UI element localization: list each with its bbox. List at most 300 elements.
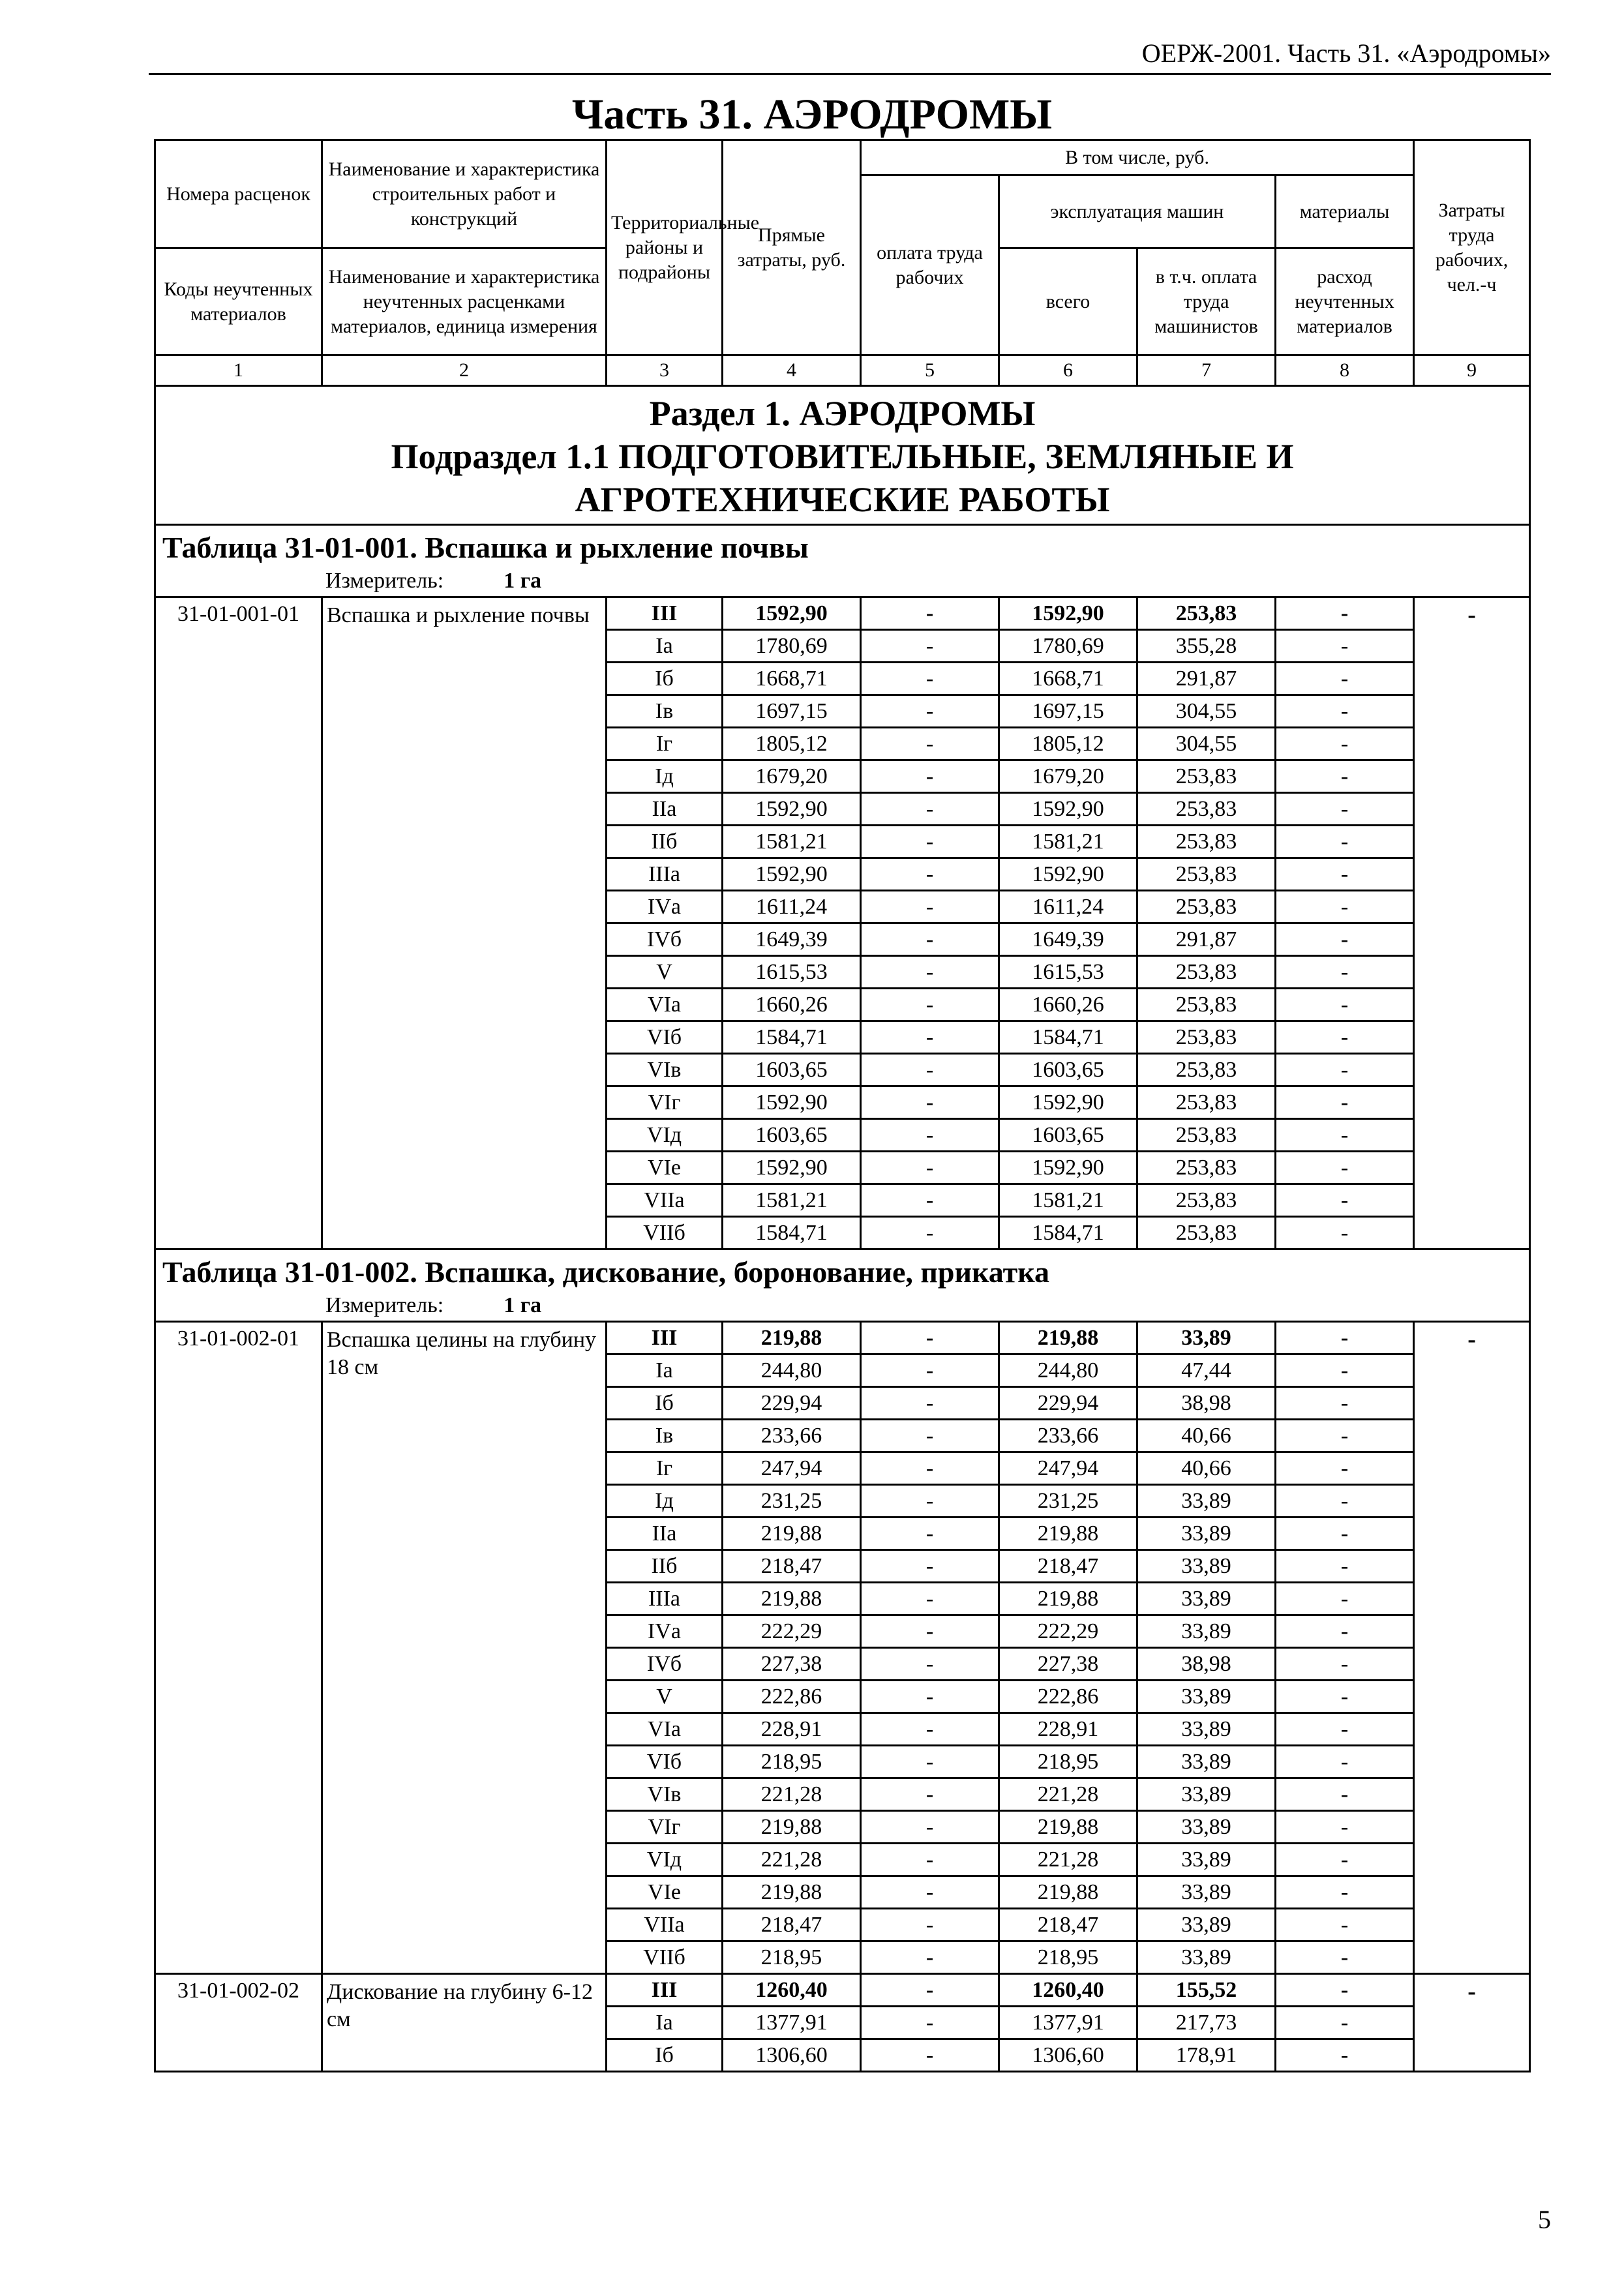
labor-pay-cell: -	[861, 1452, 999, 1485]
machines-total-cell: 219,88	[999, 1876, 1137, 1909]
region-cell: VIIб	[607, 1941, 723, 1974]
direct-cost-cell: 1592,90	[723, 1086, 861, 1119]
machines-total-cell: 218,95	[999, 1941, 1137, 1974]
region-cell: VIг	[607, 1086, 723, 1119]
labor-pay-cell: -	[861, 1876, 999, 1909]
rate-code: 31-01-001-01	[155, 597, 322, 1249]
materials-cell: -	[1276, 1354, 1414, 1387]
machinist-pay-cell: 304,55	[1137, 695, 1276, 728]
machinist-pay-cell: 33,89	[1137, 1615, 1276, 1648]
machines-total-cell: 1679,20	[999, 760, 1137, 793]
direct-cost-cell: 1668,71	[723, 663, 861, 695]
labor-pay-cell: -	[861, 1713, 999, 1746]
direct-cost-cell: 247,94	[723, 1452, 861, 1485]
subsection-title-line2: АГРОТЕХНИЧЕСКИЕ РАБОТЫ	[575, 480, 1110, 519]
region-cell: V	[607, 956, 723, 989]
machinist-pay-cell: 253,83	[1137, 826, 1276, 858]
column-number-row	[155, 355, 1530, 386]
labor-pay-cell: -	[861, 1021, 999, 1054]
materials-cell: -	[1276, 1086, 1414, 1119]
region-cell: III	[607, 1974, 723, 2007]
machines-total-cell: 218,47	[999, 1550, 1137, 1583]
column-number: 5	[861, 355, 999, 386]
machinist-pay-cell: 33,89	[1137, 1713, 1276, 1746]
direct-cost-cell: 1611,24	[723, 891, 861, 923]
table-title-row	[155, 1249, 1530, 1291]
labor-pay-cell: -	[861, 1811, 999, 1844]
measure-row	[155, 566, 1530, 597]
direct-cost-cell: 229,94	[723, 1387, 861, 1420]
machines-total-cell: 1592,90	[999, 1152, 1137, 1184]
materials-cell: -	[1276, 923, 1414, 956]
region-cell: VIв	[607, 1054, 723, 1086]
materials-cell: -	[1276, 956, 1414, 989]
machinist-pay-cell: 253,83	[1137, 1021, 1276, 1054]
materials-cell: -	[1276, 1778, 1414, 1811]
region-cell: IVб	[607, 1648, 723, 1681]
region-cell: IIб	[607, 1550, 723, 1583]
direct-cost-cell: 218,47	[723, 1550, 861, 1583]
region-cell: VIд	[607, 1119, 723, 1152]
machinist-pay-cell: 38,98	[1137, 1387, 1276, 1420]
machinist-pay-cell: 33,89	[1137, 1811, 1276, 1844]
materials-cell: -	[1276, 1184, 1414, 1217]
direct-cost-cell: 1697,15	[723, 695, 861, 728]
rate-code: 31-01-002-02	[155, 1974, 322, 2072]
work-name: Дискование на глубину 6-12 см	[322, 1974, 607, 2072]
region-cell: VIIа	[607, 1184, 723, 1217]
region-cell: III	[607, 1322, 723, 1354]
machines-total-cell: 1592,90	[999, 1086, 1137, 1119]
materials-cell: -	[1276, 1909, 1414, 1941]
machinist-pay-cell: 217,73	[1137, 2007, 1276, 2039]
region-cell: VIб	[607, 1021, 723, 1054]
running-header: ОЕРЖ-2001. Часть 31. «Аэродромы»	[1141, 38, 1551, 68]
labor-pay-cell: -	[861, 1681, 999, 1713]
machinist-pay-cell: 291,87	[1137, 923, 1276, 956]
machinist-pay-cell: 33,89	[1137, 1518, 1276, 1550]
direct-cost-cell: 1377,91	[723, 2007, 861, 2039]
region-cell: Iв	[607, 695, 723, 728]
labor-pay-cell: -	[861, 1420, 999, 1452]
machinist-pay-cell: 40,66	[1137, 1452, 1276, 1485]
region-cell: Iд	[607, 1485, 723, 1518]
materials-cell: -	[1276, 1054, 1414, 1086]
direct-cost-cell: 219,88	[723, 1583, 861, 1615]
machines-total-cell: 233,66	[999, 1420, 1137, 1452]
machinist-pay-cell: 304,55	[1137, 728, 1276, 760]
direct-cost-cell: 221,28	[723, 1844, 861, 1876]
region-cell: VIе	[607, 1876, 723, 1909]
materials-cell: -	[1276, 858, 1414, 891]
labor-pay-cell: -	[861, 1217, 999, 1249]
region-cell: IVа	[607, 891, 723, 923]
labor-hours-cell: -	[1414, 1322, 1530, 1974]
machines-total-cell: 221,28	[999, 1778, 1137, 1811]
header-materials: материалы	[1276, 175, 1414, 248]
machines-total-cell: 1581,21	[999, 826, 1137, 858]
header-col5: оплата труда рабочих	[861, 175, 999, 355]
labor-pay-cell: -	[861, 1354, 999, 1387]
labor-pay-cell: -	[861, 1746, 999, 1778]
region-cell: VIг	[607, 1811, 723, 1844]
machines-total-cell: 1377,91	[999, 2007, 1137, 2039]
labor-pay-cell: -	[861, 891, 999, 923]
labor-pay-cell: -	[861, 1615, 999, 1648]
labor-pay-cell: -	[861, 663, 999, 695]
region-cell: VIIа	[607, 1909, 723, 1941]
direct-cost-cell: 1603,65	[723, 1054, 861, 1086]
labor-hours-cell: -	[1414, 1974, 1530, 2072]
materials-cell: -	[1276, 1713, 1414, 1746]
machines-total-cell: 228,91	[999, 1713, 1137, 1746]
direct-cost-cell: 219,88	[723, 1876, 861, 1909]
header-rule	[149, 73, 1551, 75]
materials-cell: -	[1276, 1021, 1414, 1054]
machinist-pay-cell: 38,98	[1137, 1648, 1276, 1681]
materials-cell: -	[1276, 1681, 1414, 1713]
machines-total-cell: 229,94	[999, 1387, 1137, 1420]
direct-cost-cell: 1581,21	[723, 826, 861, 858]
machinist-pay-cell: 33,89	[1137, 1778, 1276, 1811]
machinist-pay-cell: 47,44	[1137, 1354, 1276, 1387]
labor-pay-cell: -	[861, 1941, 999, 1974]
machinist-pay-cell: 253,83	[1137, 891, 1276, 923]
machines-total-cell: 1260,40	[999, 1974, 1137, 2007]
region-cell: IIIа	[607, 858, 723, 891]
machinist-pay-cell: 355,28	[1137, 630, 1276, 663]
machines-total-cell: 218,47	[999, 1909, 1137, 1941]
direct-cost-cell: 1592,90	[723, 597, 861, 630]
measure-unit: 1 га	[504, 569, 542, 593]
measure-row	[155, 1291, 1530, 1322]
region-cell: IVб	[607, 923, 723, 956]
machines-total-cell: 1668,71	[999, 663, 1137, 695]
measure-cell	[155, 566, 1530, 597]
machines-total-cell: 1611,24	[999, 891, 1137, 923]
labor-pay-cell: -	[861, 2007, 999, 2039]
machines-total-cell: 1603,65	[999, 1119, 1137, 1152]
header-col8: расход неучтенных материалов	[1276, 248, 1414, 355]
work-name: Вспашка целины на глубину 18 см	[322, 1322, 607, 1974]
region-cell: Iб	[607, 1387, 723, 1420]
region-cell: IIа	[607, 1518, 723, 1550]
materials-cell: -	[1276, 1974, 1414, 2007]
region-cell: Iг	[607, 1452, 723, 1485]
machines-total-cell: 219,88	[999, 1811, 1137, 1844]
materials-cell: -	[1276, 1152, 1414, 1184]
table-row	[155, 1322, 1530, 1354]
machinist-pay-cell: 253,83	[1137, 760, 1276, 793]
machinist-pay-cell: 253,83	[1137, 956, 1276, 989]
labor-pay-cell: -	[861, 1909, 999, 1941]
materials-cell: -	[1276, 695, 1414, 728]
machines-total-cell: 231,25	[999, 1485, 1137, 1518]
header-col9: Затраты труда рабочих, чел.-ч	[1414, 140, 1530, 355]
table-row	[155, 597, 1530, 630]
labor-pay-cell: -	[861, 2039, 999, 2072]
direct-cost-cell: 1615,53	[723, 956, 861, 989]
direct-cost-cell: 231,25	[723, 1485, 861, 1518]
materials-cell: -	[1276, 728, 1414, 760]
labor-pay-cell: -	[861, 728, 999, 760]
machinist-pay-cell: 33,89	[1137, 1322, 1276, 1354]
header-col2-bottom: Наименование и характеристика неучтенных расценками материалов, единица измерения	[322, 248, 607, 355]
materials-cell: -	[1276, 630, 1414, 663]
machinist-pay-cell: 253,83	[1137, 1184, 1276, 1217]
materials-cell: -	[1276, 1420, 1414, 1452]
direct-cost-cell: 1805,12	[723, 728, 861, 760]
region-cell: V	[607, 1681, 723, 1713]
rate-code: 31-01-002-01	[155, 1322, 322, 1974]
machinist-pay-cell: 33,89	[1137, 1909, 1276, 1941]
region-cell: IIIа	[607, 1583, 723, 1615]
direct-cost-cell: 1649,39	[723, 923, 861, 956]
machines-total-cell: 1805,12	[999, 728, 1137, 760]
direct-cost-cell: 219,88	[723, 1518, 861, 1550]
materials-cell: -	[1276, 1583, 1414, 1615]
region-cell: IIб	[607, 826, 723, 858]
table-title-row	[155, 525, 1530, 567]
machinist-pay-cell: 253,83	[1137, 1086, 1276, 1119]
machines-total-cell: 1584,71	[999, 1217, 1137, 1249]
labor-pay-cell: -	[861, 956, 999, 989]
header-col6: всего	[999, 248, 1137, 355]
region-cell: VIв	[607, 1778, 723, 1811]
machines-total-cell: 247,94	[999, 1452, 1137, 1485]
materials-cell: -	[1276, 826, 1414, 858]
direct-cost-cell: 1780,69	[723, 630, 861, 663]
machines-total-cell: 219,88	[999, 1518, 1137, 1550]
column-number: 2	[322, 355, 607, 386]
region-cell: VIд	[607, 1844, 723, 1876]
header-col3: Территориальные районы и подрайоны	[607, 140, 723, 355]
region-cell: VIа	[607, 1713, 723, 1746]
direct-cost-cell: 1679,20	[723, 760, 861, 793]
direct-cost-cell: 222,86	[723, 1681, 861, 1713]
labor-pay-cell: -	[861, 858, 999, 891]
labor-pay-cell: -	[861, 1583, 999, 1615]
region-cell: VIе	[607, 1152, 723, 1184]
direct-cost-cell: 221,28	[723, 1778, 861, 1811]
machinist-pay-cell: 253,83	[1137, 1152, 1276, 1184]
materials-cell: -	[1276, 793, 1414, 826]
machinist-pay-cell: 253,83	[1137, 1054, 1276, 1086]
region-cell: IVа	[607, 1615, 723, 1648]
materials-cell: -	[1276, 1648, 1414, 1681]
labor-pay-cell: -	[861, 826, 999, 858]
measure-cell	[155, 1291, 1530, 1322]
region-cell: Iа	[607, 1354, 723, 1387]
materials-cell: -	[1276, 1746, 1414, 1778]
direct-cost-cell: 219,88	[723, 1322, 861, 1354]
machinist-pay-cell: 291,87	[1137, 663, 1276, 695]
rates-table	[154, 139, 1531, 2072]
column-number: 6	[999, 355, 1137, 386]
machines-total-cell: 1592,90	[999, 597, 1137, 630]
labor-pay-cell: -	[861, 1086, 999, 1119]
machines-total-cell: 1306,60	[999, 2039, 1137, 2072]
region-cell: VIа	[607, 989, 723, 1021]
materials-cell: -	[1276, 1615, 1414, 1648]
direct-cost-cell: 1581,21	[723, 1184, 861, 1217]
machinist-pay-cell: 33,89	[1137, 1941, 1276, 1974]
machines-total-cell: 219,88	[999, 1583, 1137, 1615]
machinist-pay-cell: 33,89	[1137, 1550, 1276, 1583]
machines-total-cell: 219,88	[999, 1322, 1137, 1354]
materials-cell: -	[1276, 2039, 1414, 2072]
region-cell: Iа	[607, 2007, 723, 2039]
measure-label: Измеритель:	[325, 1293, 444, 1317]
column-number: 3	[607, 355, 723, 386]
section-title: Раздел 1. АЭРОДРОМЫ	[649, 394, 1036, 433]
header-group: В том числе, руб.	[861, 140, 1414, 175]
region-cell: Iв	[607, 1420, 723, 1452]
labor-pay-cell: -	[861, 1844, 999, 1876]
machines-total-cell: 1592,90	[999, 858, 1137, 891]
materials-cell: -	[1276, 760, 1414, 793]
machines-total-cell: 227,38	[999, 1648, 1137, 1681]
materials-cell: -	[1276, 663, 1414, 695]
region-cell: VIIб	[607, 1217, 723, 1249]
machinist-pay-cell: 253,83	[1137, 1119, 1276, 1152]
header-machines: эксплуатация машин	[999, 175, 1276, 248]
materials-cell: -	[1276, 1387, 1414, 1420]
labor-pay-cell: -	[861, 923, 999, 956]
labor-pay-cell: -	[861, 1152, 999, 1184]
machines-total-cell: 1603,65	[999, 1054, 1137, 1086]
labor-pay-cell: -	[861, 1184, 999, 1217]
column-number: 4	[723, 355, 861, 386]
header-col2-top: Наименование и характеристика строительных работ и конструкций	[322, 140, 607, 248]
materials-cell: -	[1276, 1452, 1414, 1485]
labor-pay-cell: -	[861, 1550, 999, 1583]
labor-pay-cell: -	[861, 695, 999, 728]
machines-total-cell: 1592,90	[999, 793, 1137, 826]
materials-cell: -	[1276, 1322, 1414, 1354]
machinist-pay-cell: 33,89	[1137, 1844, 1276, 1876]
labor-pay-cell: -	[861, 1322, 999, 1354]
direct-cost-cell: 1260,40	[723, 1974, 861, 2007]
machinist-pay-cell: 253,83	[1137, 793, 1276, 826]
measure-unit: 1 га	[504, 1293, 542, 1317]
materials-cell: -	[1276, 1550, 1414, 1583]
machines-total-cell: 1660,26	[999, 989, 1137, 1021]
region-cell: Iд	[607, 760, 723, 793]
materials-cell: -	[1276, 1518, 1414, 1550]
column-number: 8	[1276, 355, 1414, 386]
materials-cell: -	[1276, 2007, 1414, 2039]
machinist-pay-cell: 40,66	[1137, 1420, 1276, 1452]
materials-cell: -	[1276, 1485, 1414, 1518]
header-col7: в т.ч. оплата труда машинистов	[1137, 248, 1276, 355]
labor-pay-cell: -	[861, 1054, 999, 1086]
machinist-pay-cell: 33,89	[1137, 1746, 1276, 1778]
work-name: Вспашка и рыхление почвы	[322, 597, 607, 1249]
labor-pay-cell: -	[861, 1648, 999, 1681]
materials-cell: -	[1276, 891, 1414, 923]
machinist-pay-cell: 253,83	[1137, 1217, 1276, 1249]
machinist-pay-cell: 33,89	[1137, 1485, 1276, 1518]
region-cell: III	[607, 597, 723, 630]
machines-total-cell: 1581,21	[999, 1184, 1137, 1217]
labor-pay-cell: -	[861, 1387, 999, 1420]
labor-pay-cell: -	[861, 760, 999, 793]
materials-cell: -	[1276, 989, 1414, 1021]
direct-cost-cell: 1603,65	[723, 1119, 861, 1152]
machinist-pay-cell: 253,83	[1137, 858, 1276, 891]
labor-pay-cell: -	[861, 989, 999, 1021]
direct-cost-cell: 228,91	[723, 1713, 861, 1746]
labor-pay-cell: -	[861, 1485, 999, 1518]
direct-cost-cell: 1306,60	[723, 2039, 861, 2072]
table-title: Таблица 31-01-002. Вспашка, дискование, боронование, прикатка	[155, 1249, 1530, 1291]
direct-cost-cell: 1592,90	[723, 793, 861, 826]
machines-total-cell: 244,80	[999, 1354, 1137, 1387]
direct-cost-cell: 218,95	[723, 1746, 861, 1778]
region-cell: Iа	[607, 630, 723, 663]
machines-total-cell: 222,29	[999, 1615, 1137, 1648]
machinist-pay-cell: 253,83	[1137, 597, 1276, 630]
region-cell: Iб	[607, 663, 723, 695]
region-cell: IIа	[607, 793, 723, 826]
header-col1-top: Номера расценок	[155, 140, 322, 248]
region-cell: Iг	[607, 728, 723, 760]
machines-total-cell: 1697,15	[999, 695, 1137, 728]
materials-cell: -	[1276, 1811, 1414, 1844]
direct-cost-cell: 233,66	[723, 1420, 861, 1452]
direct-cost-cell: 1584,71	[723, 1217, 861, 1249]
page-title: Часть 31. АЭРОДРОМЫ	[571, 91, 1053, 138]
direct-cost-cell: 1584,71	[723, 1021, 861, 1054]
direct-cost-cell: 227,38	[723, 1648, 861, 1681]
materials-cell: -	[1276, 1941, 1414, 1974]
direct-cost-cell: 222,29	[723, 1615, 861, 1648]
machinist-pay-cell: 33,89	[1137, 1681, 1276, 1713]
table-title: Таблица 31-01-001. Вспашка и рыхление почвы	[155, 525, 1530, 567]
page-number: 5	[1538, 2205, 1551, 2234]
labor-pay-cell: -	[861, 1974, 999, 2007]
header-col4: Прямые затраты, руб.	[723, 140, 861, 355]
machines-total-cell: 1584,71	[999, 1021, 1137, 1054]
materials-cell: -	[1276, 1217, 1414, 1249]
machinist-pay-cell: 155,52	[1137, 1974, 1276, 2007]
direct-cost-cell: 1592,90	[723, 1152, 861, 1184]
machinist-pay-cell: 253,83	[1137, 989, 1276, 1021]
machinist-pay-cell: 178,91	[1137, 2039, 1276, 2072]
labor-pay-cell: -	[861, 630, 999, 663]
column-number: 1	[155, 355, 322, 386]
labor-pay-cell: -	[861, 1518, 999, 1550]
labor-pay-cell: -	[861, 1778, 999, 1811]
direct-cost-cell: 219,88	[723, 1811, 861, 1844]
machinist-pay-cell: 33,89	[1137, 1583, 1276, 1615]
section-heading	[155, 386, 1530, 525]
materials-cell: -	[1276, 1844, 1414, 1876]
direct-cost-cell: 218,47	[723, 1909, 861, 1941]
measure-label: Измеритель:	[325, 569, 444, 593]
direct-cost-cell: 218,95	[723, 1941, 861, 1974]
header-col1-bottom: Коды неучтенных материалов	[155, 248, 322, 355]
direct-cost-cell: 1592,90	[723, 858, 861, 891]
region-cell: Iб	[607, 2039, 723, 2072]
machines-total-cell: 1615,53	[999, 956, 1137, 989]
column-number: 9	[1414, 355, 1530, 386]
materials-cell: -	[1276, 1119, 1414, 1152]
column-number: 7	[1137, 355, 1276, 386]
labor-hours-cell: -	[1414, 597, 1530, 1249]
machines-total-cell: 1780,69	[999, 630, 1137, 663]
